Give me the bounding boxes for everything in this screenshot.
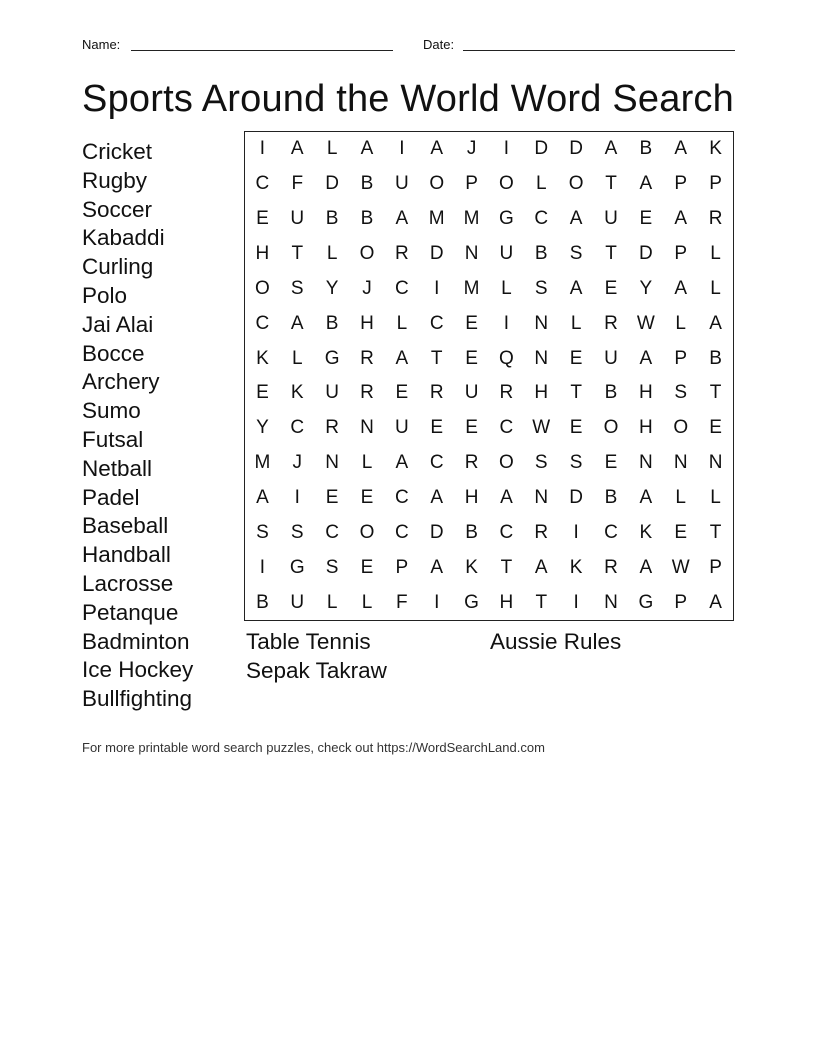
grid-cell: F <box>396 591 408 613</box>
grid-cell: K <box>256 347 269 369</box>
grid-cell: I <box>259 138 266 160</box>
grid-cell: A <box>674 277 688 299</box>
grid-cell: R <box>604 312 618 334</box>
grid-cell: L <box>361 591 373 613</box>
grid-cell: N <box>534 347 549 369</box>
grid-cell: C <box>499 521 514 543</box>
word-list-item: Sumo <box>82 398 141 424</box>
grid-cell: M <box>428 208 445 230</box>
grid-cell: B <box>534 242 548 264</box>
grid-cell: A <box>395 347 409 369</box>
grid-cell: H <box>534 382 549 404</box>
grid-cell: N <box>638 452 653 474</box>
grid-cell: P <box>674 591 688 613</box>
grid-cell: P <box>674 173 688 195</box>
grid-cell: M <box>254 452 271 474</box>
grid-cell: B <box>360 208 374 230</box>
grid-cell: H <box>360 312 374 334</box>
grid-cell: C <box>534 208 549 230</box>
grid-cell: T <box>709 521 722 543</box>
grid-cell: E <box>639 208 653 230</box>
grid-cell: E <box>569 417 583 439</box>
letter-grid <box>244 131 734 621</box>
grid-cell: A <box>430 486 444 508</box>
name-field-line[interactable] <box>131 50 393 51</box>
grid-cell: L <box>710 242 721 264</box>
grid-cell: S <box>534 452 548 474</box>
grid-cell: E <box>604 452 618 474</box>
grid-cell: A <box>639 173 653 195</box>
grid-cell: A <box>709 591 722 613</box>
grid-cell: U <box>464 382 479 404</box>
grid-cell: U <box>499 242 514 264</box>
grid-cell: Y <box>325 277 339 299</box>
grid-cell: P <box>709 556 722 578</box>
grid-cell: L <box>710 486 721 508</box>
grid-cell: L <box>291 347 303 369</box>
word-list-item: Bullfighting <box>82 686 193 712</box>
grid-cell: C <box>429 452 444 474</box>
grid-cell: E <box>465 417 478 439</box>
grid-cell: S <box>290 521 304 543</box>
grid-cell: S <box>325 556 339 578</box>
grid-cell: B <box>604 382 618 404</box>
grid-cell: C <box>429 312 444 334</box>
grid-cell: K <box>709 138 722 160</box>
grid-cell: A <box>534 556 548 578</box>
grid-cell: A <box>256 486 269 508</box>
grid-cell: P <box>395 556 409 578</box>
grid-cell: K <box>290 382 304 404</box>
grid-cell: I <box>399 138 405 160</box>
grid-cell: J <box>362 277 372 299</box>
word-list-item: Jai Alai <box>82 311 154 337</box>
grid-cell: E <box>569 347 583 369</box>
grid-cell: B <box>256 591 269 613</box>
grid-cell: L <box>326 591 338 613</box>
grid-cell: T <box>500 556 513 578</box>
grid-cell: Y <box>256 417 269 439</box>
grid-cell: I <box>434 591 440 613</box>
grid-cell: L <box>710 277 721 299</box>
grid-cell: K <box>465 556 478 578</box>
grid-cell: D <box>569 138 583 160</box>
grid-cell: A <box>430 556 444 578</box>
grid-cell: E <box>709 417 722 439</box>
grid-cell: R <box>708 208 723 230</box>
grid-cell: R <box>604 556 618 578</box>
grid-cell: A <box>500 486 513 508</box>
word-list-bottom-column-1 <box>246 628 387 686</box>
grid-cell: D <box>534 138 549 160</box>
grid-cell: C <box>394 277 409 299</box>
grid-cell: R <box>429 382 444 404</box>
grid-cell: N <box>534 486 549 508</box>
grid-cell: S <box>569 452 583 474</box>
grid-cell: E <box>430 417 444 439</box>
word-list-item: Archery <box>82 369 160 395</box>
grid-cell: K <box>639 521 653 543</box>
grid-cell: E <box>256 382 269 404</box>
page-title: Sports Around the World Word Search <box>82 78 734 120</box>
word-list-item: Rugby <box>82 167 148 193</box>
grid-cell: L <box>675 312 686 334</box>
grid-cell: O <box>255 277 270 299</box>
grid-cell: L <box>361 452 373 474</box>
grid-cell: O <box>603 417 619 439</box>
grid-cell: Y <box>639 277 653 299</box>
grid-cell: I <box>434 277 440 299</box>
grid-cell: S <box>290 277 304 299</box>
grid-cell: B <box>709 347 722 369</box>
grid-cell: O <box>499 452 514 474</box>
grid-cell: P <box>674 242 688 264</box>
name-label: Name: <box>82 37 121 52</box>
grid-cell: T <box>291 242 304 264</box>
grid-cell: A <box>639 347 653 369</box>
grid-cell: H <box>464 486 479 508</box>
grid-cell: I <box>503 312 510 334</box>
word-list-item: Sepak Takraw <box>246 657 387 683</box>
word-list-item: Kabaddi <box>82 225 165 251</box>
grid-cell: W <box>532 417 551 439</box>
grid-cell: R <box>325 417 339 439</box>
grid-cell: C <box>394 486 409 508</box>
word-list-item: Curling <box>82 254 154 280</box>
grid-cell: A <box>569 208 583 230</box>
grid-cell: L <box>675 486 686 508</box>
word-list-item: Netball <box>82 455 153 481</box>
grid-cell: E <box>360 556 374 578</box>
grid-cell: C <box>255 312 270 334</box>
grid-cell: L <box>570 312 582 334</box>
grid-cell: I <box>294 486 300 508</box>
grid-cell: R <box>499 382 514 404</box>
grid-cell: D <box>429 242 444 264</box>
grid-cell: H <box>638 382 653 404</box>
grid-cell: A <box>395 208 409 230</box>
grid-cell: E <box>256 208 269 230</box>
date-field-line[interactable] <box>463 50 735 51</box>
word-list-item: Ice Hockey <box>82 657 194 683</box>
grid-cell: G <box>289 556 305 578</box>
grid-cell: S <box>256 521 269 543</box>
grid-cell: L <box>396 312 408 334</box>
grid-cell: N <box>604 591 618 613</box>
grid-cell: O <box>429 173 445 195</box>
grid-cell: M <box>463 277 480 299</box>
grid-cell: I <box>573 521 579 543</box>
grid-cell: F <box>291 173 304 195</box>
grid-cell: U <box>394 173 409 195</box>
grid-cell: K <box>569 556 583 578</box>
word-list-item: Baseball <box>82 513 169 539</box>
grid-cell: E <box>465 347 478 369</box>
grid-cell: R <box>534 521 549 543</box>
grid-cell: A <box>569 277 583 299</box>
grid-cell: R <box>394 242 409 264</box>
grid-cell: U <box>325 382 339 404</box>
grid-cell: E <box>674 521 688 543</box>
grid-cell: I <box>259 556 266 578</box>
grid-cell: U <box>604 208 618 230</box>
grid-cell: A <box>674 208 688 230</box>
word-list <box>82 138 242 714</box>
grid-cell: A <box>639 556 653 578</box>
word-list-item: Lacrosse <box>82 570 174 596</box>
grid-cell: M <box>463 208 480 230</box>
grid-cell: P <box>709 173 722 195</box>
grid-cell: N <box>360 417 374 439</box>
grid-cell: E <box>604 277 618 299</box>
grid-cell: T <box>605 173 617 195</box>
grid-cell: N <box>708 452 723 474</box>
grid-cell: S <box>534 277 548 299</box>
grid-cell: C <box>499 417 514 439</box>
date-label: Date: <box>423 37 455 52</box>
grid-cell: L <box>326 242 338 264</box>
word-list-item: Soccer <box>82 196 153 222</box>
word-list-item: Futsal <box>82 426 144 452</box>
grid-cell: G <box>464 591 479 613</box>
grid-cell: A <box>290 312 304 334</box>
grid-cell: D <box>569 486 583 508</box>
grid-cell: T <box>430 347 443 369</box>
grid-cell: P <box>465 173 478 195</box>
grid-cell: U <box>394 417 409 439</box>
grid-cell: B <box>639 138 653 160</box>
grid-cell: H <box>499 591 514 613</box>
grid-cell: T <box>709 382 722 404</box>
grid-cell: D <box>638 242 653 264</box>
grid-cell: R <box>360 347 374 369</box>
grid-cell: T <box>535 591 548 613</box>
grid-cell: C <box>290 417 305 439</box>
grid-cell: L <box>535 173 547 195</box>
word-list-item: Petanque <box>82 599 179 625</box>
grid-cell: D <box>325 173 339 195</box>
grid-cell: I <box>503 138 510 160</box>
grid-cell: A <box>604 138 618 160</box>
word-list-item: Bocce <box>82 340 145 366</box>
grid-cell: A <box>360 138 374 160</box>
grid-cell: R <box>360 382 374 404</box>
grid-cell: O <box>359 521 375 543</box>
word-list-item: Handball <box>82 542 171 568</box>
grid-cell: W <box>671 556 690 578</box>
grid-cell: J <box>292 452 303 474</box>
name-date-header <box>82 36 735 54</box>
grid-cell: A <box>709 312 722 334</box>
grid-cell: L <box>326 138 338 160</box>
word-list-bottom-column-2 <box>490 628 621 657</box>
grid-cell: W <box>636 312 655 334</box>
grid-cell: O <box>568 173 584 195</box>
grid-cell: I <box>573 591 579 613</box>
grid-cell: B <box>325 208 339 230</box>
grid-cell: A <box>639 486 653 508</box>
grid-cell: S <box>569 242 583 264</box>
grid-cell: E <box>360 486 374 508</box>
grid-cell: U <box>604 347 618 369</box>
grid-cell: P <box>674 347 688 369</box>
word-list-item: Table Tennis <box>246 629 371 654</box>
word-list-item: Badminton <box>82 628 190 654</box>
grid-cell: J <box>466 138 477 160</box>
grid-cell: C <box>604 521 618 543</box>
grid-cell: A <box>674 138 688 160</box>
grid-cell: G <box>324 347 340 369</box>
grid-cell: R <box>464 452 479 474</box>
grid-cell: D <box>429 521 444 543</box>
grid-cell: A <box>395 452 409 474</box>
grid-cell: C <box>394 521 409 543</box>
grid-cell: T <box>570 382 582 404</box>
grid-cell: H <box>255 242 270 264</box>
grid-cell: N <box>673 452 688 474</box>
grid-cell: G <box>638 591 654 613</box>
grid-cell: N <box>464 242 479 264</box>
grid-cell: A <box>430 138 444 160</box>
grid-cell: U <box>290 208 305 230</box>
word-list-item: Padel <box>82 484 140 510</box>
grid-cell: N <box>534 312 549 334</box>
grid-cell: B <box>325 312 339 334</box>
grid-cell: C <box>255 173 270 195</box>
grid-cell: Q <box>499 347 514 369</box>
grid-cell: B <box>604 486 618 508</box>
grid-cell: E <box>465 312 478 334</box>
grid-cell: N <box>325 452 339 474</box>
grid-cell: L <box>501 277 512 299</box>
grid-cell: O <box>359 242 375 264</box>
grid-cell: O <box>673 417 689 439</box>
grid-cell: E <box>395 382 409 404</box>
footer-note: For more printable word search puzzles, check out https://WordSearchLand.com <box>82 740 545 755</box>
grid-cell: C <box>325 521 339 543</box>
word-list-item: Cricket <box>82 139 153 164</box>
grid-cell: H <box>638 417 653 439</box>
word-list-item: Polo <box>82 282 128 308</box>
word-list-item: Aussie Rules <box>490 629 622 654</box>
grid-cell: O <box>499 173 514 195</box>
grid-cell: S <box>674 382 688 404</box>
grid-cell: U <box>290 591 305 613</box>
grid-cell: E <box>325 486 339 508</box>
grid-cell: B <box>360 173 374 195</box>
grid-cell: T <box>605 242 617 264</box>
grid-cell: B <box>465 521 478 543</box>
grid-cell: G <box>499 208 514 230</box>
grid-cell: A <box>290 138 304 160</box>
